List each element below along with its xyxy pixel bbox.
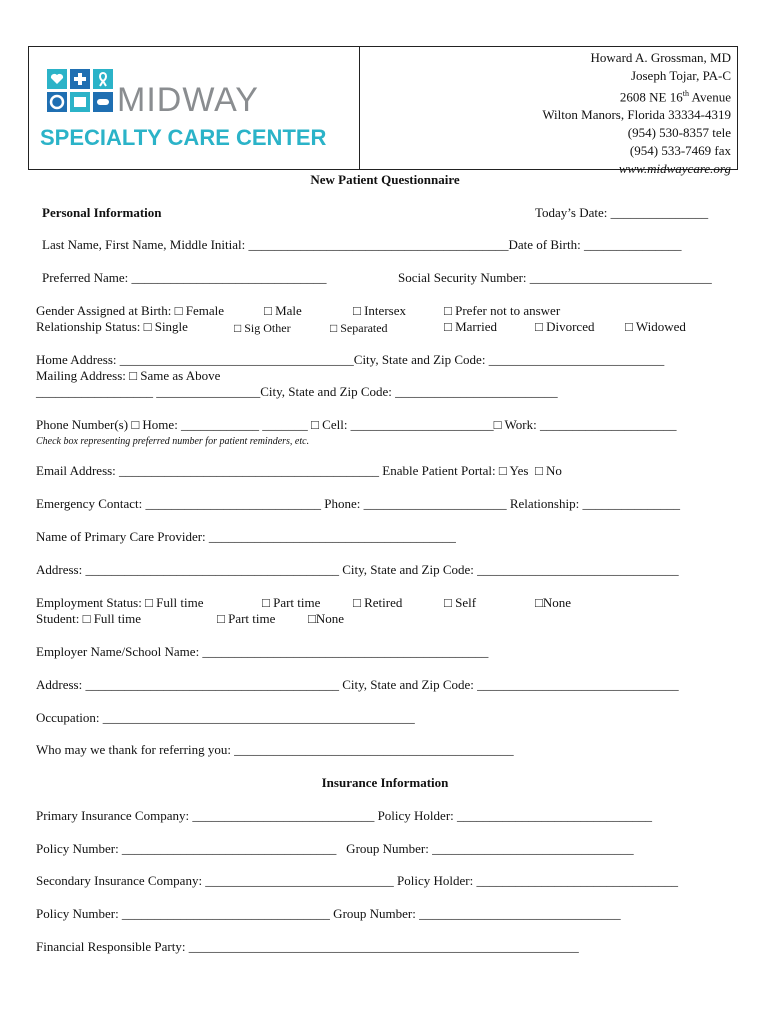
fax: (954) 533-7469 fax [629, 143, 731, 159]
relationship-single-checkbox[interactable]: Relationship Status: □ Single [36, 319, 188, 334]
home-address-field[interactable]: Home Address: ____________________________________City, State and Zip Code: ___________________________ [36, 352, 665, 367]
financial-responsible-field[interactable]: Financial Responsible Party: ____________________________________________________________ [36, 939, 579, 954]
secondary-insurance-field[interactable]: Secondary Insurance Company: _____________________________ Policy Holder: _______________________________ [36, 873, 678, 888]
website-link[interactable]: www.midwaycare.org [618, 161, 731, 177]
relationship-married-checkbox[interactable]: □ Married [444, 319, 497, 334]
city-state-zip: Wilton Manors, Florida 33334-4319 [542, 107, 731, 123]
telephone: (954) 530-8357 tele [627, 125, 731, 141]
personal-info-heading: Personal Information [42, 205, 162, 220]
student-none-checkbox[interactable]: □None [308, 611, 345, 626]
pa-name: Joseph Tojar, PA-C [630, 68, 731, 83]
secondary-policy-number-field[interactable]: Policy Number: ________________________________ Group Number: _______________________________ [36, 906, 621, 921]
doctor-name: Howard A. Grossman, MD [590, 50, 731, 65]
relationship-separated-checkbox[interactable]: □ Separated [330, 321, 388, 335]
occupation-field[interactable]: Occupation: ________________________________________________ [36, 710, 415, 725]
employment-full-time-checkbox[interactable]: Employment Status: □ Full time [36, 595, 204, 610]
employment-self-checkbox[interactable]: □ Self [444, 595, 477, 610]
ssn-field[interactable]: Social Security Number: ____________________________ [398, 270, 712, 285]
todays-date-field[interactable]: Today’s Date: _______________ [535, 205, 709, 220]
preferred-name-field[interactable]: Preferred Name: ______________________________ [42, 270, 327, 285]
primary-insurance-field[interactable]: Primary Insurance Company: ____________________________ Policy Holder: ______________________________ [36, 808, 653, 823]
relationship-widowed-checkbox[interactable]: □ Widowed [625, 319, 686, 334]
contact-block [542, 49, 731, 178]
referral-field[interactable]: Who may we thank for referring you: ___________________________________________ [36, 742, 514, 757]
name-dob-field[interactable]: Last Name, First Name, Middle Initial: ________________________________________Date of Birth: _______________ [42, 237, 682, 252]
form-title: New Patient Questionnaire [310, 172, 460, 187]
mailing-address-field[interactable]: __________________ ________________City, State and Zip Code: _________________________ [36, 384, 558, 399]
letterhead-divider [359, 47, 360, 169]
pcp-address-field[interactable]: Address: _______________________________________ City, State and Zip Code: _______________________________ [36, 562, 679, 577]
letterhead [28, 46, 738, 177]
employer-address-field[interactable]: Address: _______________________________________ City, State and Zip Code: _______________________________ [36, 677, 679, 692]
email-portal-field[interactable]: Email Address: ________________________________________ Enable Patient Portal: □ Yes □ No [36, 463, 562, 478]
employment-retired-checkbox[interactable]: □ Retired [353, 595, 403, 610]
employer-name-field[interactable]: Employer Name/School Name: ____________________________________________ [36, 644, 489, 659]
phone-numbers-field[interactable]: Phone Number(s) □ Home: ____________ _______ □ Cell: ______________________□ Work: _____________________ [36, 417, 677, 432]
mailing-same-checkbox[interactable]: Mailing Address: □ Same as Above [36, 368, 221, 383]
gender-intersex-checkbox[interactable]: □ Intersex [353, 303, 406, 318]
insurance-heading: Insurance Information [321, 775, 449, 790]
employment-none-checkbox[interactable]: □None [535, 595, 572, 610]
primary-policy-number-field[interactable]: Policy Number: _________________________________ Group Number: _______________________________ [36, 841, 634, 856]
midway-logo [37, 65, 337, 155]
student-part-time-checkbox[interactable]: □ Part time [217, 611, 276, 626]
phone-note: Check box representing preferred number for patient reminders, etc. [36, 436, 310, 447]
relationship-divorced-checkbox[interactable]: □ Divorced [535, 319, 595, 334]
relationship-sig-other-checkbox[interactable]: □ Sig Other [234, 321, 291, 335]
employment-part-time-checkbox[interactable]: □ Part time [262, 595, 321, 610]
primary-care-provider-field[interactable]: Name of Primary Care Provider: ______________________________________ [36, 529, 456, 544]
gender-female-checkbox[interactable]: Gender Assigned at Birth: □ Female [36, 303, 225, 318]
logo-word-specialty: SPECIALTY CARE CENTER [40, 125, 327, 150]
ribbon-tile-icon [93, 69, 113, 89]
student-full-time-checkbox[interactable]: Student: □ Full time [36, 611, 141, 626]
street-address: 2608 NE 16th Avenue [619, 89, 731, 105]
gender-male-checkbox[interactable]: □ Male [264, 303, 302, 318]
gender-prefer-not-checkbox[interactable]: □ Prefer not to answer [444, 303, 561, 318]
logo-word-midway: MIDWAY [117, 81, 259, 119]
emergency-contact-field[interactable]: Emergency Contact: ___________________________ Phone: ______________________ Relationship: _______________ [36, 496, 680, 511]
